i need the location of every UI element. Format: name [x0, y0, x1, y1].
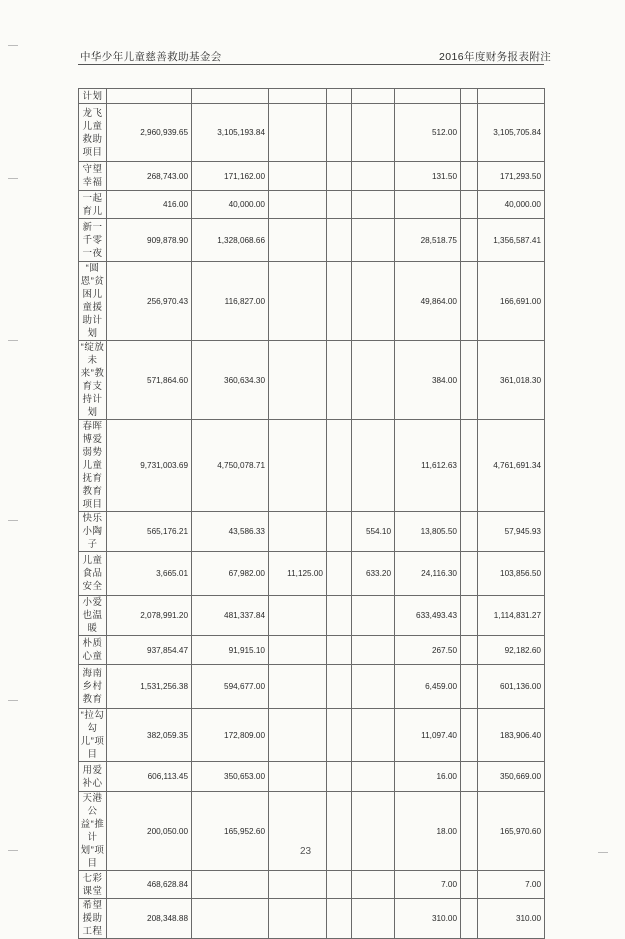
empty-cell — [327, 191, 352, 219]
amount-cell: 4,750,078.71 — [192, 420, 269, 512]
amount-cell: 268,743.00 — [107, 162, 192, 191]
scan-edge-mark — [598, 852, 608, 853]
amount-cell — [269, 871, 327, 899]
total-cell: 57,945.93 — [478, 512, 545, 552]
amount-cell: 382,059.35 — [107, 709, 192, 762]
empty-cell — [327, 89, 352, 104]
table-row — [79, 341, 545, 420]
amount-cell: 200,050.00 — [107, 792, 192, 871]
total-cell: 601,136.00 — [478, 665, 545, 709]
total-cell: 361,018.30 — [478, 341, 545, 420]
amount-cell — [269, 762, 327, 792]
empty-cell — [461, 709, 478, 762]
amount-cell — [395, 89, 461, 104]
total-cell: 350,669.00 — [478, 762, 545, 792]
amount-cell: 481,337.84 — [192, 596, 269, 636]
project-name-cell: 春晖博爱弱势儿童抚育教育项目 — [79, 420, 107, 512]
project-name-cell: 小爱也温暖 — [79, 596, 107, 636]
scan-edge-mark — [8, 700, 18, 701]
amount-cell — [352, 899, 395, 939]
empty-cell — [327, 512, 352, 552]
total-cell: 183,906.40 — [478, 709, 545, 762]
amount-cell — [352, 191, 395, 219]
amount-cell: 2,960,939.65 — [107, 104, 192, 162]
scan-edge-mark — [8, 340, 18, 341]
amount-cell — [352, 162, 395, 191]
amount-cell — [192, 871, 269, 899]
report-title: 2016年度财务报表附注 — [439, 51, 552, 63]
empty-cell — [461, 341, 478, 420]
amount-cell: 11,125.00 — [269, 552, 327, 596]
amount-cell: 171,162.00 — [192, 162, 269, 191]
empty-cell — [461, 899, 478, 939]
amount-cell: 1,328,068.66 — [192, 219, 269, 262]
empty-cell — [327, 552, 352, 596]
amount-cell — [352, 104, 395, 162]
amount-cell: 11,612.63 — [395, 420, 461, 512]
table-row — [79, 104, 545, 162]
amount-cell — [192, 899, 269, 939]
empty-cell — [327, 420, 352, 512]
total-cell: 92,182.60 — [478, 636, 545, 665]
project-name-cell: 七彩课堂 — [79, 871, 107, 899]
project-name-cell: 计划 — [79, 89, 107, 104]
empty-cell — [461, 89, 478, 104]
amount-cell: 43,586.33 — [192, 512, 269, 552]
empty-cell — [327, 262, 352, 341]
empty-cell — [461, 219, 478, 262]
amount-cell: 360,634.30 — [192, 341, 269, 420]
table-row — [79, 512, 545, 552]
amount-cell: 468,628.84 — [107, 871, 192, 899]
amount-cell: 606,113.45 — [107, 762, 192, 792]
empty-cell — [327, 636, 352, 665]
amount-cell: 350,653.00 — [192, 762, 269, 792]
empty-cell — [327, 162, 352, 191]
amount-cell — [269, 162, 327, 191]
amount-cell: 24,116.30 — [395, 552, 461, 596]
total-cell: 171,293.50 — [478, 162, 545, 191]
amount-cell: 3,665.01 — [107, 552, 192, 596]
amount-cell — [352, 262, 395, 341]
amount-cell: 6,459.00 — [395, 665, 461, 709]
total-cell: 1,356,587.41 — [478, 219, 545, 262]
project-name-cell: 天港公益“推计划”项目 — [79, 792, 107, 871]
total-cell — [478, 89, 545, 104]
amount-cell: 7.00 — [395, 871, 461, 899]
amount-cell: 208,348.88 — [107, 899, 192, 939]
amount-cell: 554.10 — [352, 512, 395, 552]
table-row — [79, 420, 545, 512]
empty-cell — [327, 341, 352, 420]
project-name-cell: 希望援助工程 — [79, 899, 107, 939]
scan-edge-mark — [8, 178, 18, 179]
table-row — [79, 191, 545, 219]
empty-cell — [461, 420, 478, 512]
amount-cell: 11,097.40 — [395, 709, 461, 762]
total-cell: 40,000.00 — [478, 191, 545, 219]
empty-cell — [327, 762, 352, 792]
scan-edge-mark — [8, 850, 18, 851]
total-cell: 4,761,691.34 — [478, 420, 545, 512]
amount-cell: 40,000.00 — [192, 191, 269, 219]
amount-cell — [269, 709, 327, 762]
amount-cell: 172,809.00 — [192, 709, 269, 762]
amount-cell: 165,952.60 — [192, 792, 269, 871]
amount-cell: 2,078,991.20 — [107, 596, 192, 636]
table-row — [79, 792, 545, 871]
amount-cell: 13,805.50 — [395, 512, 461, 552]
organization-name: 中华少年儿童慈善救助基金会 — [80, 51, 222, 63]
amount-cell: 28,518.75 — [395, 219, 461, 262]
table-row — [79, 665, 545, 709]
total-cell: 103,856.50 — [478, 552, 545, 596]
table-row — [79, 552, 545, 596]
project-name-cell: 龙飞儿童救助项目 — [79, 104, 107, 162]
total-cell: 3,105,705.84 — [478, 104, 545, 162]
empty-cell — [327, 104, 352, 162]
empty-cell — [327, 665, 352, 709]
amount-cell: 571,864.60 — [107, 341, 192, 420]
amount-cell — [269, 420, 327, 512]
project-name-cell: 新一千零一夜 — [79, 219, 107, 262]
amount-cell: 909,878.90 — [107, 219, 192, 262]
total-cell: 1,114,831.27 — [478, 596, 545, 636]
project-name-cell: 一起育儿 — [79, 191, 107, 219]
amount-cell — [352, 792, 395, 871]
project-name-cell: “绽放未来”教育支持计划 — [79, 341, 107, 420]
amount-cell: 937,854.47 — [107, 636, 192, 665]
amount-cell: 18.00 — [395, 792, 461, 871]
table-row — [79, 219, 545, 262]
amount-cell — [269, 792, 327, 871]
amount-cell: 16.00 — [395, 762, 461, 792]
amount-cell — [269, 262, 327, 341]
amount-cell — [269, 104, 327, 162]
amount-cell — [352, 709, 395, 762]
empty-cell — [461, 665, 478, 709]
amount-cell: 384.00 — [395, 341, 461, 420]
empty-cell — [327, 709, 352, 762]
empty-cell — [461, 262, 478, 341]
amount-cell — [352, 341, 395, 420]
amount-cell — [269, 89, 327, 104]
amount-cell: 633.20 — [352, 552, 395, 596]
amount-cell — [269, 596, 327, 636]
empty-cell — [461, 596, 478, 636]
amount-cell — [107, 89, 192, 104]
empty-cell — [461, 162, 478, 191]
empty-cell — [327, 899, 352, 939]
empty-cell — [461, 871, 478, 899]
table-row — [79, 636, 545, 665]
empty-cell — [461, 792, 478, 871]
empty-cell — [327, 792, 352, 871]
amount-cell: 256,970.43 — [107, 262, 192, 341]
empty-cell — [461, 762, 478, 792]
amount-cell: 416.00 — [107, 191, 192, 219]
total-cell: 165,970.60 — [478, 792, 545, 871]
project-name-cell: “拉勾勾儿”项目 — [79, 709, 107, 762]
amount-cell — [269, 665, 327, 709]
amount-cell: 565,176.21 — [107, 512, 192, 552]
amount-cell — [352, 219, 395, 262]
table-row — [79, 762, 545, 792]
scan-edge-mark — [8, 520, 18, 521]
table-row — [79, 871, 545, 899]
project-name-cell: 朴质心童 — [79, 636, 107, 665]
empty-cell — [461, 636, 478, 665]
amount-cell: 3,105,193.84 — [192, 104, 269, 162]
project-name-cell: 守望幸福 — [79, 162, 107, 191]
project-name-cell: “圆恩”贫困儿童援助计划 — [79, 262, 107, 341]
amount-cell — [352, 596, 395, 636]
amount-cell: 9,731,003.69 — [107, 420, 192, 512]
table-row — [79, 89, 545, 104]
table-row — [79, 899, 545, 939]
amount-cell — [352, 871, 395, 899]
project-name-cell: 儿童食品安全 — [79, 552, 107, 596]
amount-cell — [269, 899, 327, 939]
empty-cell — [461, 104, 478, 162]
amount-cell — [352, 762, 395, 792]
empty-cell — [327, 219, 352, 262]
amount-cell — [269, 341, 327, 420]
table-row — [79, 262, 545, 341]
amount-cell — [352, 636, 395, 665]
project-name-cell: 用爱补心 — [79, 762, 107, 792]
table-row — [79, 596, 545, 636]
empty-cell — [327, 596, 352, 636]
amount-cell: 116,827.00 — [192, 262, 269, 341]
header-rule — [78, 64, 544, 65]
empty-cell — [461, 191, 478, 219]
project-expense-table — [78, 88, 545, 939]
amount-cell: 310.00 — [395, 899, 461, 939]
amount-cell — [269, 191, 327, 219]
scan-edge-mark — [8, 45, 18, 46]
amount-cell: 67,982.00 — [192, 552, 269, 596]
amount-cell — [192, 89, 269, 104]
amount-cell: 1,531,256.38 — [107, 665, 192, 709]
project-name-cell: 海南乡村教育 — [79, 665, 107, 709]
empty-cell — [327, 871, 352, 899]
amount-cell — [395, 191, 461, 219]
amount-cell — [352, 89, 395, 104]
amount-cell — [269, 636, 327, 665]
total-cell: 7.00 — [478, 871, 545, 899]
empty-cell — [461, 552, 478, 596]
total-cell: 310.00 — [478, 899, 545, 939]
page-number: 23 — [300, 846, 312, 857]
amount-cell — [352, 420, 395, 512]
amount-cell: 267.50 — [395, 636, 461, 665]
table-row — [79, 709, 545, 762]
amount-cell: 594,677.00 — [192, 665, 269, 709]
amount-cell: 91,915.10 — [192, 636, 269, 665]
amount-cell — [269, 219, 327, 262]
amount-cell: 49,864.00 — [395, 262, 461, 341]
amount-cell — [352, 665, 395, 709]
project-name-cell: 快乐小陶子 — [79, 512, 107, 552]
total-cell: 166,691.00 — [478, 262, 545, 341]
amount-cell: 633,493.43 — [395, 596, 461, 636]
amount-cell: 131.50 — [395, 162, 461, 191]
empty-cell — [461, 512, 478, 552]
amount-cell: 512.00 — [395, 104, 461, 162]
amount-cell — [269, 512, 327, 552]
table-row — [79, 162, 545, 191]
